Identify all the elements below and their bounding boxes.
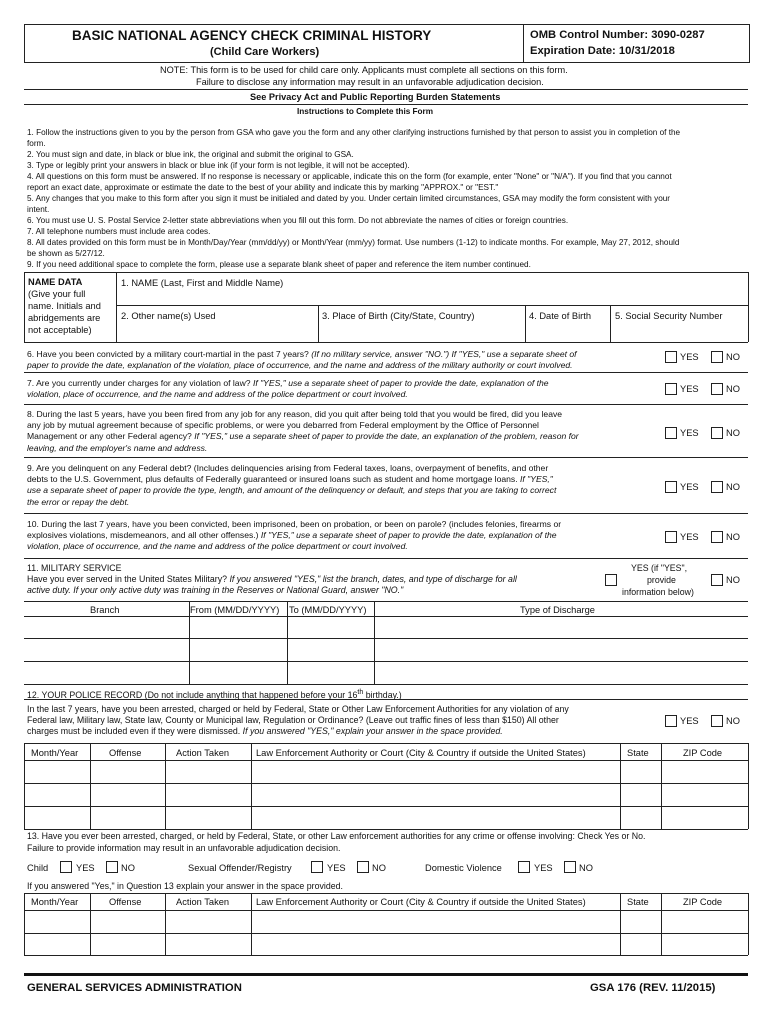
- q13-child-yes-label: YES: [76, 863, 95, 873]
- q7-no-label: NO: [726, 384, 740, 394]
- q10-yes-checkbox[interactable]: [665, 531, 677, 543]
- police-col-offense: Offense: [109, 748, 142, 758]
- police-row[interactable]: [25, 784, 747, 805]
- footer-form-number: GSA 176 (REV. 11/2015): [590, 982, 716, 994]
- instruction-line: 7. All telephone numbers must include area codes.: [27, 227, 211, 236]
- note-line-1: NOTE: This form is to be used for child care only. Applicants must complete all sections on this form.: [160, 65, 568, 75]
- ssn-field[interactable]: 5. Social Security Number: [615, 311, 723, 321]
- question-6: 6. Have you been convicted by a military court-martial in the past 7 years? (If no military service, answer "NO.") If "YES," use a separate sheet of paper to provide the date, explanation of the violation, place of occurrence, and the name and address of the military authority or court involved.: [27, 349, 577, 371]
- q13-row[interactable]: [25, 934, 747, 954]
- instruction-line: 5. Any changes that you make to this form after you sign it must be initialed and dated by you. Under certain limited circumstances, GSA may modify the form consistent with your: [27, 194, 671, 203]
- police-col-month-year: Month/Year: [31, 748, 79, 758]
- note-line-2: Failure to disclose any information may result in an unfavorable adjudication decision.: [196, 77, 544, 87]
- full-name-field[interactable]: 1. NAME (Last, First and Middle Name): [121, 278, 284, 288]
- q6-yes-checkbox[interactable]: [665, 351, 677, 363]
- military-row[interactable]: [25, 639, 747, 660]
- q12-yes-checkbox[interactable]: [665, 715, 677, 727]
- q13-sex-no-checkbox[interactable]: [357, 861, 369, 873]
- footer-rule: [24, 973, 748, 976]
- q13-col-month-year: Month/Year: [31, 897, 79, 907]
- q12-yes-label: YES: [680, 716, 699, 726]
- q13-sex-no-label: NO: [372, 863, 386, 873]
- q11-no-checkbox[interactable]: [711, 574, 723, 586]
- q13-dom-yes-checkbox[interactable]: [518, 861, 530, 873]
- name-data-desc: abridgements are: [28, 313, 101, 323]
- q13-explain: If you answered "Yes," in Question 13 explain your answer in the space provided.: [27, 881, 343, 891]
- q6-no-checkbox[interactable]: [711, 351, 723, 363]
- question-9: 9. Are you delinquent on any Federal debt? (Includes delinquencies arising from Federal taxes, loans, overpayment of benefits, and other debts to the U.S. Government, plus defaults of Federally guaranteed or insured loans such as student and home mortgage loans. If "YES," use a separate sheet of paper to provide the type, length, and amount of the delinquency or default, and steps that you are taking to correct the error or repay the debt.: [27, 463, 557, 507]
- q11-yes-label: provide: [647, 575, 676, 585]
- other-names-field[interactable]: 2. Other name(s) Used: [121, 311, 216, 321]
- military-row[interactable]: [25, 617, 747, 638]
- q11-yes-label: information below): [622, 587, 694, 597]
- q13-col-zip: ZIP Code: [683, 897, 723, 907]
- military-col-branch: Branch: [90, 605, 120, 615]
- q11-yes-label: YES (if "YES",: [631, 563, 688, 573]
- question-12: In the last 7 years, have you been arrested, charged or held by Federal, State or Other Law Enforcement Authorities for any violation of any Federal law, Military law, State law, County or Municipal law, Regulation or Ordinance? (Leave out traffic fines of less than $150) All other charges must be included even if they were dismissed. If you answered "YES," explain your answer in the space provided.: [27, 704, 569, 737]
- instruction-line: form.: [27, 139, 46, 148]
- q13-dom-no-label: NO: [579, 863, 593, 873]
- q9-yes-label: YES: [680, 482, 699, 492]
- q13-sex-yes-checkbox[interactable]: [311, 861, 323, 873]
- question-8: 8. During the last 5 years, have you been fired from any job for any reason, did you quit after being told that you would be fired, did you leave any job by mutual agreement because of specific problems, or were you debarred from Federal employment by the Office of Personnel Management or any other Federal agency? If "YES," use a separate sheet of paper to provide the date, an explanation of the problem, reason for leaving, and the employer's name and address.: [27, 409, 579, 453]
- q8-no-checkbox[interactable]: [711, 427, 723, 439]
- police-row[interactable]: [25, 761, 747, 782]
- q11-heading: 11. MILITARY SERVICE: [27, 563, 122, 573]
- instruction-line: 6. You must use U. S. Postal Service 2-letter state abbreviations when you fill out this form. Do not abbreviate the names of cities or foreign countries.: [27, 216, 569, 225]
- question-11: Have you ever served in the United States Military? If you answered "YES," list the branch, dates, and type of discharge for all active duty. If your only active duty was training in the Reserves or National Guard, answer "NO.": [27, 574, 517, 596]
- police-col-authority: Law Enforcement Authority or Court (City & Country if outside the United States): [256, 748, 586, 758]
- expiration-date: Expiration Date: 10/31/2018: [530, 45, 675, 57]
- q13-line-1: 13. Have you ever been arrested, charged, or held by Federal, State, or other Law enforcement authorities for any crime or offense involving: Check Yes or No.: [27, 831, 646, 841]
- q7-no-checkbox[interactable]: [711, 383, 723, 395]
- instruction-line: 2. You must sign and date, in black or blue ink, the original and submit the original to GSA.: [27, 150, 354, 159]
- instruction-line: 4. All questions on this form must be answered. If no response is necessary or applicable, indicate this on the form (for example, enter "None" or "N/A"). If you find that you cannot: [27, 172, 672, 181]
- header-divider: [523, 24, 524, 62]
- question-10: 10. During the last 7 years, have you been convicted, been imprisoned, been on probation, or been on parole? (includes felonies, firearms or explosives violations, misdemeanors, and all other offenses.) If "YES," use a separate sheet of paper to provide the date, explanation of the violation, place of occurrence, and the name and address of the police department or court involved.: [27, 519, 562, 552]
- q12-no-checkbox[interactable]: [711, 715, 723, 727]
- q13-domestic-violence-label: Domestic Violence: [425, 863, 502, 873]
- q8-yes-checkbox[interactable]: [665, 427, 677, 439]
- q13-col-offense: Offense: [109, 897, 142, 907]
- name-data-desc: name. Initials and: [28, 301, 101, 311]
- q13-col-authority: Law Enforcement Authority or Court (City & Country if outside the United States): [256, 897, 586, 907]
- name-data-desc: (Give your full: [28, 289, 86, 299]
- q7-yes-label: YES: [680, 384, 699, 394]
- q9-yes-checkbox[interactable]: [665, 481, 677, 493]
- q13-sex-offender-label: Sexual Offender/Registry: [188, 863, 292, 873]
- q11-no-label: NO: [726, 575, 740, 585]
- omb-control-number: OMB Control Number: 3090-0287: [530, 29, 705, 41]
- form-title: BASIC NATIONAL AGENCY CHECK CRIMINAL HISTORY: [72, 28, 432, 43]
- form-subtitle: (Child Care Workers): [210, 46, 320, 58]
- q13-col-action: Action Taken: [176, 897, 230, 907]
- instruction-line: be shown as 5/27/12.: [27, 249, 105, 258]
- q9-no-label: NO: [726, 482, 740, 492]
- military-col-from: From (MM/DD/YYYY): [190, 605, 280, 615]
- q7-yes-checkbox[interactable]: [665, 383, 677, 395]
- q13-child-no-label: NO: [121, 863, 135, 873]
- q9-no-checkbox[interactable]: [711, 481, 723, 493]
- question-7: 7. Are you currently under charges for any violation of law? If "YES," use a separate sheet of paper to provide the date, explanation of the violation, place of occurrence, and the name and address of the police department or court involved.: [27, 378, 549, 400]
- q10-no-label: NO: [726, 532, 740, 542]
- military-col-discharge: Type of Discharge: [520, 605, 595, 615]
- name-data-label: NAME DATA: [28, 277, 83, 287]
- q10-no-checkbox[interactable]: [711, 531, 723, 543]
- instruction-line: 9. If you need additional space to complete the form, please use a separate blank sheet of paper and reference the item number continued.: [27, 260, 531, 269]
- date-of-birth-field[interactable]: 4. Date of Birth: [529, 311, 592, 321]
- q13-child-yes-checkbox[interactable]: [60, 861, 72, 873]
- instruction-line: 8. All dates provided on this form must be in Month/Day/Year (mm/dd/yy) or Month/Year (mm/yy) format. Use numbers (1-12) to indicate months. For example, May 27, 2012, should: [27, 238, 680, 247]
- q6-yes-label: YES: [680, 352, 699, 362]
- instructions-heading: Instructions to Complete this Form: [297, 107, 434, 116]
- police-col-action: Action Taken: [176, 748, 230, 758]
- police-col-state: State: [627, 748, 649, 758]
- q8-no-label: NO: [726, 428, 740, 438]
- name-data-desc: not acceptable): [28, 325, 92, 335]
- q12-no-label: NO: [726, 716, 740, 726]
- instructions-list: [27, 127, 747, 270]
- military-col-to: To (MM/DD/YYYY): [289, 605, 367, 615]
- military-row[interactable]: [25, 662, 747, 683]
- q6-no-label: NO: [726, 352, 740, 362]
- instruction-line: intent.: [27, 205, 50, 214]
- q13-row[interactable]: [25, 911, 747, 932]
- police-col-zip: ZIP Code: [683, 748, 723, 758]
- q12-heading: 12. YOUR POLICE RECORD (Do not include anything that happened before your 16th birthday.): [27, 689, 402, 700]
- q13-dom-yes-label: YES: [534, 863, 553, 873]
- q10-yes-label: YES: [680, 532, 699, 542]
- q13-dom-no-checkbox[interactable]: [564, 861, 576, 873]
- instruction-line: report an exact date, approximate or estimate the date to the best of your ability and indicate this by marking "APPROX." or "EST.": [27, 183, 499, 192]
- instruction-line: 1. Follow the instructions given to you by the person from GSA who gave you the form and any other clarifying instructions furnished by that person to assist you in completion of the: [27, 128, 681, 137]
- footer-agency: GENERAL SERVICES ADMINISTRATION: [27, 982, 242, 994]
- police-row[interactable]: [25, 807, 747, 828]
- q13-col-state: State: [627, 897, 649, 907]
- q13-child-no-checkbox[interactable]: [106, 861, 118, 873]
- q8-yes-label: YES: [680, 428, 699, 438]
- instruction-line: 3. Type or legibly print your answers in black or blue ink (if your form is not legible, it will not be accepted).: [27, 161, 410, 170]
- privacy-statement-link[interactable]: See Privacy Act and Public Reporting Burden Statements: [250, 92, 501, 102]
- q13-child-label: Child: [27, 863, 49, 873]
- q11-yes-checkbox[interactable]: [605, 574, 617, 586]
- q13-line-2: Failure to provide information may result in an unfavorable adjudication decision.: [27, 843, 341, 853]
- q13-sex-yes-label: YES: [327, 863, 346, 873]
- place-of-birth-field[interactable]: 3. Place of Birth (City/State, Country): [322, 311, 475, 321]
